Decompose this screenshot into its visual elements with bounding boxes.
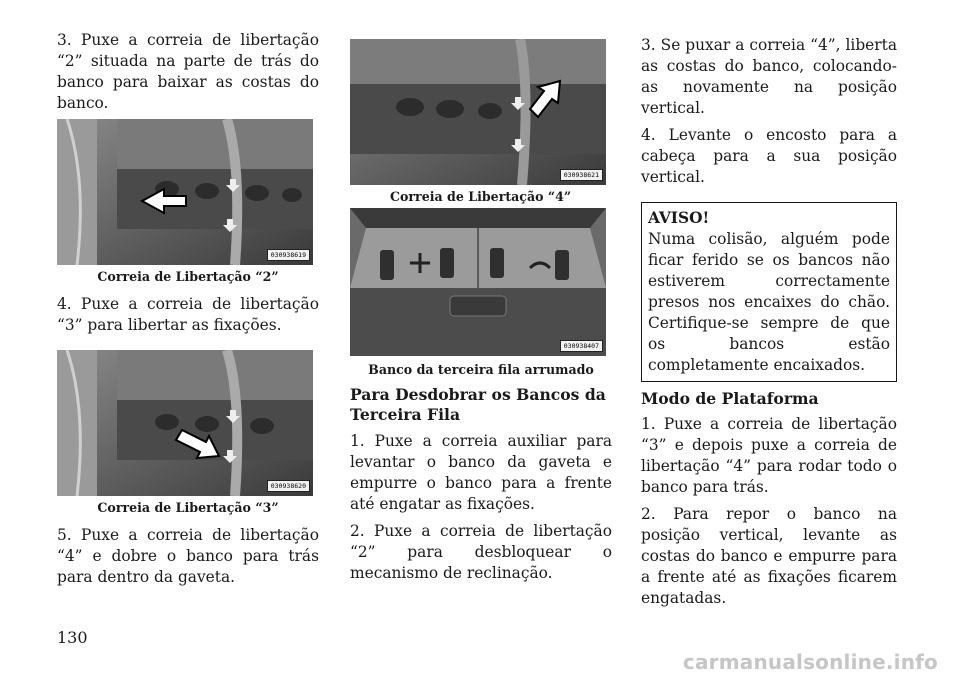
platform-step-2-text: 2. Para repor o banco na posição vertical, levante as costas do banco e empurre para a frente até as fixações ficarem engatadas. [641, 505, 897, 607]
figure-caption: Correia de Libertação “2” [97, 269, 279, 284]
unfold-step-3-text: 3. Se puxar a correia “4”, liberta as costas do banco, colocando-as novamente na posição vertical. [641, 36, 897, 117]
warning-text: Numa colisão, alguém pode ficar ferido se os bancos não estiverem correctamente presos nos encaixes do chão. Certifique-se sempre de que os bancos estão completamente encaixados. [648, 230, 890, 374]
figure-caption: Correia de Libertação “3” [97, 500, 279, 515]
seat-photo [57, 350, 313, 496]
figure-caption: Correia de Libertação “4” [390, 189, 572, 204]
platform-step-1-text: 1. Puxe a correia de libertação “3” e depois puxe a correia de libertação “4” para rodar todo o banco para trás. [641, 415, 897, 496]
column-left [57, 30, 319, 588]
step-4-text: 4. Puxe a correia de libertação “3” para libertar as fixações. [57, 295, 319, 334]
figure-release-strap-3 [57, 350, 313, 496]
figure-code: 030938619 [267, 249, 310, 261]
step-5-text: 5. Puxe a correia de libertação “4” e dobre o banco para trás para dentro da gaveta. [57, 526, 319, 586]
unfold-step-4-text: 4. Levante o encosto para a cabeça para a sua posição vertical. [641, 126, 897, 186]
section-heading-platform: Modo de Plataforma [641, 389, 819, 408]
figure-caption: Banco da terceira fila arrumado [368, 362, 594, 377]
watermark: carmanualsonline.info [682, 650, 938, 674]
column-middle [350, 39, 612, 584]
seat-photo [57, 119, 313, 265]
figure-release-strap-2 [57, 119, 313, 265]
cargo-photo [350, 208, 606, 356]
unfold-step-1-text: 1. Puxe a correia auxiliar para levantar o banco da gaveta e empurre o banco para a frente até engatar as fixações. [350, 432, 612, 513]
warning-title: AVISO! [648, 209, 710, 227]
step-3-text: 3. Puxe a correia de libertação “2” situada na parte de trás do banco para baixar as costas do banco. [57, 31, 319, 112]
figure-code: 030938620 [267, 480, 310, 492]
section-heading: Para Desdobrar os Bancos da Terceira Fila [350, 385, 606, 424]
figure-code: 030938621 [560, 169, 603, 181]
figure-release-strap-4 [350, 39, 606, 185]
seat-photo [350, 39, 606, 185]
figure-third-row-stowed [350, 208, 606, 356]
warning-box [641, 202, 897, 382]
column-right [641, 35, 897, 609]
unfold-step-2-text: 2. Puxe a correia de libertação “2” para desbloquear o mecanismo de reclinação. [350, 522, 612, 582]
figure-code: 030938407 [560, 340, 603, 352]
page-number: 130 [57, 628, 88, 647]
